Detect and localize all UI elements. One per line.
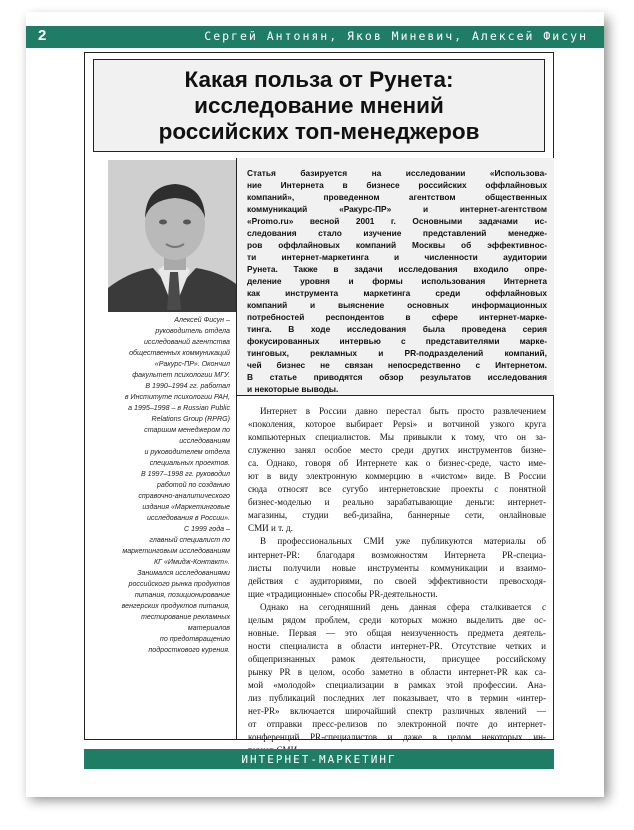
body-line: ности специалиста в области интернет-PR. Отсутствие четких и xyxy=(248,640,546,651)
body-line: са. Однако, говоря об Интернете как о бизнес-среде, часто име- xyxy=(248,458,546,469)
caption-line: В 1990–1994 гг. работал xyxy=(145,382,230,390)
caption-line: исследований агентства xyxy=(143,338,230,346)
abstract-line: чей бизнес не связан непосредственно с Интернетом. xyxy=(247,360,547,370)
caption-line: общественных коммуникаций xyxy=(129,349,230,357)
abstract-line: потребностей респондентов в сфере интернет-марке- xyxy=(247,312,547,322)
author-caption xyxy=(98,315,230,656)
body-line: лиз публикаций последних лет показывает, что в термин «интер- xyxy=(248,693,546,704)
body-line: нет-PR» включается широчайший спектр различных явлений — xyxy=(248,706,546,717)
caption-line: Занимался исследованиями xyxy=(137,569,230,577)
article-title: Какая польза от Рунета: исследование мнений российских топ-менеджеров xyxy=(158,66,480,144)
body-line: конференций PR-специалистов и даже в целом некоторых ин- xyxy=(248,732,546,743)
author-portrait-image xyxy=(108,160,241,312)
caption-line: Алексей Фисун – xyxy=(174,316,230,324)
body-line: В профессиональных СМИ уже публикуются материалы об xyxy=(260,536,546,547)
section-label: ИНТЕРНЕТ-МАРКЕТИНГ xyxy=(241,752,397,766)
caption-line: питания, позиционирование xyxy=(134,591,230,599)
body-line: «поколения, которое выбирает Pepsi» и вотчиной узкого круга xyxy=(248,419,546,430)
caption-line: российского рынка продуктов xyxy=(128,580,230,588)
abstract-line: коммуникаций «Ракурс-ПР» и интернет-агентством xyxy=(247,204,547,214)
body-line: интернет-PR: благодаря возможностям Интернета PR-специа- xyxy=(248,549,546,560)
caption-line: подросткового курения. xyxy=(148,646,230,654)
abstract-line: компаний и выяснение основных информационных xyxy=(247,300,547,310)
body-line: компьютерных специалистов. Мы привыкли к тому, что он за- xyxy=(248,432,546,443)
caption-line: маркетинговым исследованиям xyxy=(122,547,230,555)
caption-line: издания «Маркетинговые xyxy=(142,503,230,511)
body-line: бизнес-моделью и реально зарабатывающие деньги: интернет- xyxy=(248,497,546,508)
caption-line: В 1997–1998 гг. руководил xyxy=(140,470,230,478)
body-line: Однако на сегодняшний день данная сфера сталкивается с xyxy=(260,601,546,612)
caption-line: тестирование рекламных xyxy=(140,613,230,621)
body-line: Интернет в России давно перестал быть просто развлечением xyxy=(260,406,546,416)
caption-line: материалов xyxy=(187,624,230,632)
caption-line: руководитель отдела xyxy=(155,327,230,335)
abstract-line: следования стало изучение представлений менедже- xyxy=(247,228,547,238)
caption-line: КГ «Имидж-Контакт». xyxy=(153,558,230,566)
abstract-line: «Promo.ru» весной 2001 г. Основными задачами ис- xyxy=(247,216,547,226)
caption-line: и руководителем отдела xyxy=(144,448,230,456)
article-body xyxy=(248,405,546,757)
body-line: действия с аудиториями, по своей эффективности превосходя- xyxy=(248,575,546,586)
caption-line: справочно-аналитического xyxy=(138,492,230,500)
abstract-line: ние Интернета в бизнесе российских оффлайновых xyxy=(247,180,547,190)
title-box xyxy=(93,59,545,152)
caption-line: Relations Group (RPRG) xyxy=(151,415,230,423)
body-line: ют в виду электронную коммерцию в «чистом» виде. В России xyxy=(248,471,546,482)
abstract-text xyxy=(247,167,547,395)
body-line: рынку PR в целом, особо заметно в области интернет-PR как са- xyxy=(248,666,546,677)
body-line: общепризнанных рамок деятельности, присущее российскому xyxy=(248,653,546,664)
caption-line: факультет психологии МГУ. xyxy=(132,371,230,379)
abstract-line: фокусированных интервью с представителями марке- xyxy=(247,336,547,346)
body-line: сюда относят все сугубо интернетовские проекты с понятной xyxy=(248,484,546,495)
caption-line: «Ракурс-ПР». Окончил xyxy=(154,360,230,368)
author-photo xyxy=(108,160,241,312)
abstract-line: тинговых, рекламных и PR-подразделений компаний, xyxy=(247,348,547,358)
abstract-line: деление уровня и формы использования Интернета xyxy=(247,276,547,286)
abstract-line: тинга. В ходе исследования была проведена серия xyxy=(247,324,547,334)
body-line: мой «молодой» специализации в рамках этой профессии. Ана- xyxy=(248,679,546,690)
page-number: 2 xyxy=(38,27,47,44)
body-line: СМИ и т. д. xyxy=(248,523,293,534)
body-line: магазины, студии веб-дизайна, баннерные сети, онлайновые xyxy=(248,510,546,521)
caption-line: специальных проектов. xyxy=(149,459,230,467)
body-line: от отправки пресс-релизов по электронной почте до интернет- xyxy=(248,719,546,730)
body-line: служенно занял особое место среди других инструментов бизне- xyxy=(248,445,546,456)
body-line: новные. Первая — это общая неизученность предмета деятель- xyxy=(248,627,546,638)
caption-line: в Институте психологии РАН, xyxy=(124,393,230,401)
caption-line: старшим менеджером по xyxy=(144,426,230,434)
abstract-line: и некоторые выводы. xyxy=(247,384,339,394)
abstract-line: компаний», проведенном агентством общественных xyxy=(247,192,547,202)
caption-line: по предотвращению xyxy=(159,635,230,643)
header-bar xyxy=(26,26,604,48)
caption-line: работой по созданию xyxy=(156,481,230,489)
body-line: щие «традиционные» способы PR-деятельности. xyxy=(248,588,438,599)
body-line: листы получили новые инструменты коммуникации и взаимо- xyxy=(248,562,546,573)
page xyxy=(26,12,604,797)
body-line: целым рядом проблем, среди которых можно выделить две ос- xyxy=(248,614,546,625)
authors-line: Сергей Антонян, Яков Миневич, Алексей Фисун xyxy=(204,29,588,43)
caption-line: исследования в России». xyxy=(146,514,230,522)
caption-line: С 1999 года – xyxy=(184,525,230,533)
caption-line: исследованиям xyxy=(179,437,230,445)
abstract-line: Рунета. Также в задачи исследования входило опре- xyxy=(247,264,547,274)
abstract-line: ти интернет-маркетинга и численности аудитории xyxy=(247,252,547,262)
caption-line: а 1995–1998 – в Russian Public xyxy=(128,404,230,412)
caption-line: венгерских продуктов питания, xyxy=(121,602,230,610)
caption-line: главный специалист по xyxy=(149,536,230,544)
footer-bar xyxy=(84,749,554,769)
abstract-line: как инструмента маркетинга среди оффлайновых xyxy=(247,288,547,298)
abstract-line: ров оффлайновых компаний Москвы об эффективнос- xyxy=(247,240,547,250)
abstract-line: В статье приводятся обзор результатов исследования xyxy=(247,372,547,382)
abstract-line: Статья базируется на исследовании «Использова- xyxy=(247,168,547,178)
